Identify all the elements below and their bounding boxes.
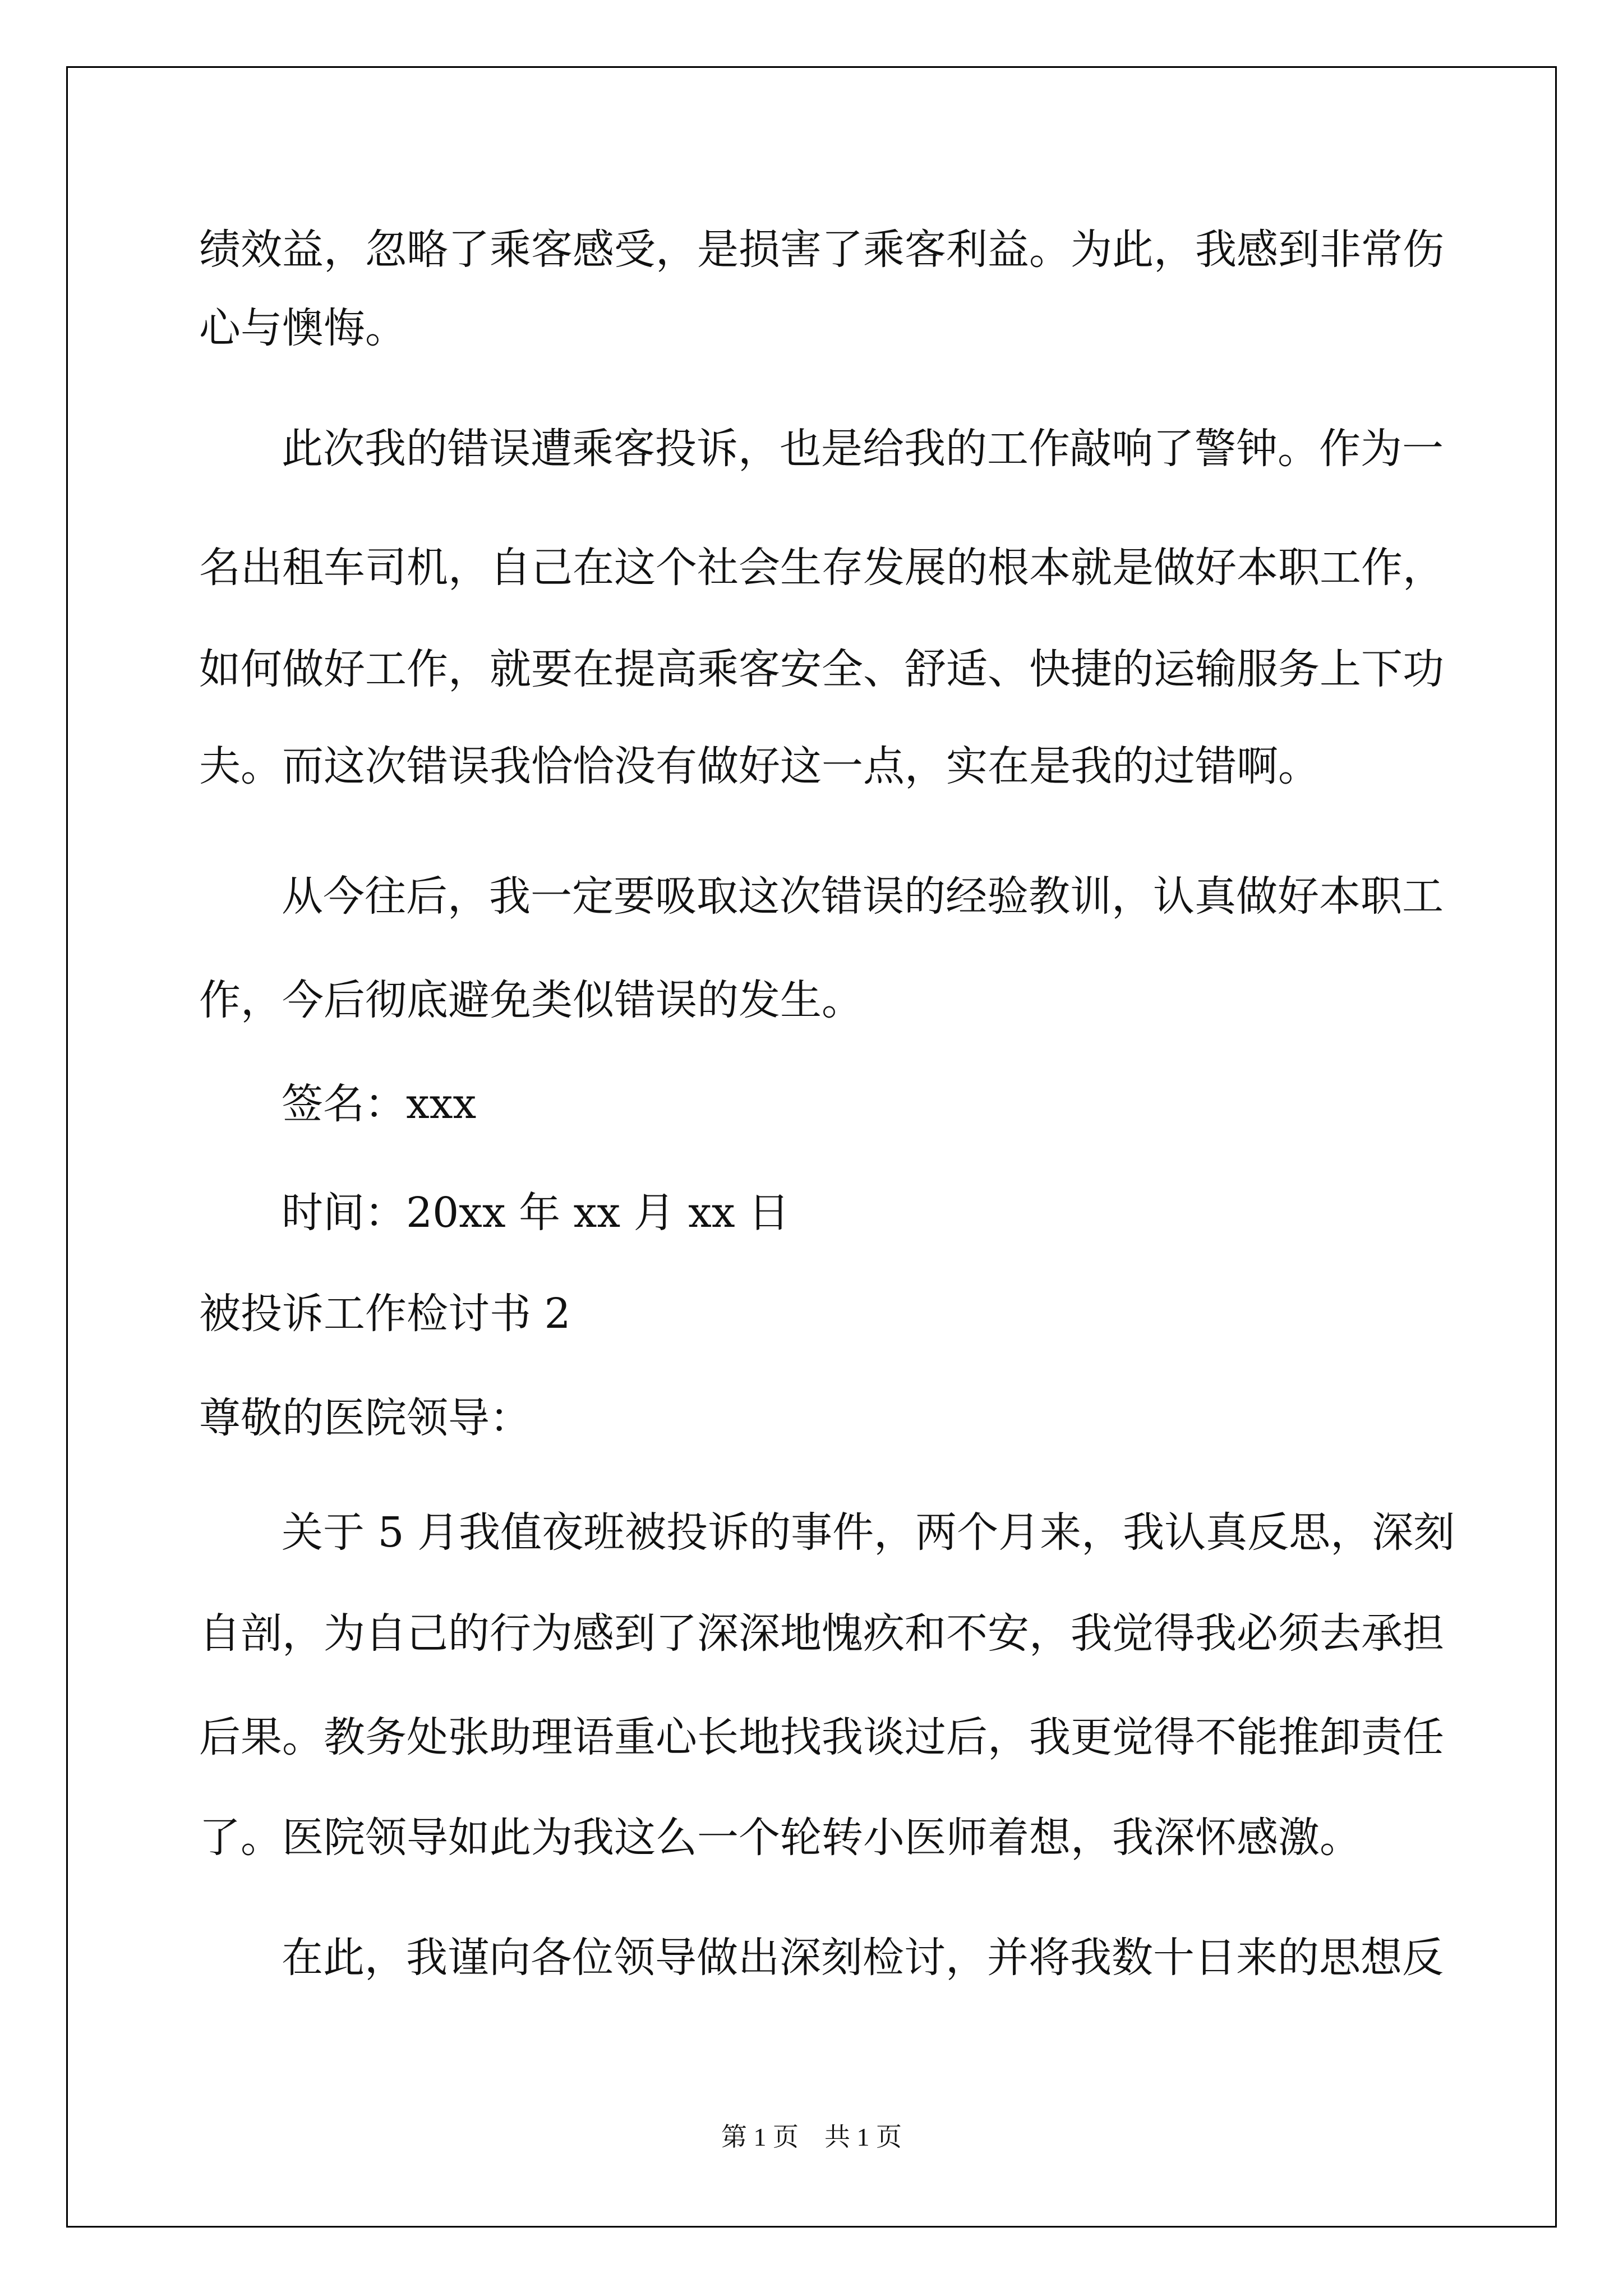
body-line-1: 绩效益，忽略了乘客感受，是损害了乘客利益。为此，我感到非常伤 bbox=[199, 226, 1444, 274]
signature-line: 签名：xxx bbox=[282, 1080, 477, 1128]
salutation: 尊敬的医院领导： bbox=[199, 1394, 531, 1442]
body-line-6: 夫。而这次错误我恰恰没有做好这一点，实在是我的过错啊。 bbox=[199, 742, 1320, 790]
body-line-7: 从今往后，我一定要吸取这次错误的经验教训，认真做好本职工 bbox=[282, 872, 1444, 921]
body-line-3: 此次我的错误遭乘客投诉，也是给我的工作敲响了警钟。作为一 bbox=[282, 425, 1444, 473]
body-line-14: 自剖，为自己的行为感到了深深地愧疚和不安，我觉得我必须去承担 bbox=[199, 1609, 1444, 1658]
body-line-16: 了。医院领导如此为我这么一个轮转小医师着想，我深怀感激。 bbox=[199, 1814, 1361, 1862]
body-line-8: 作，今后彻底避免类似错误的发生。 bbox=[199, 976, 863, 1024]
body-line-15: 后果。教务处张助理语重心长地找我谈过后，我更觉得不能推卸责任 bbox=[199, 1713, 1444, 1761]
page-number-footer: 第 1 页 共 1 页 bbox=[721, 2123, 902, 2151]
section-heading: 被投诉工作检讨书 2 bbox=[199, 1290, 571, 1338]
body-line-5: 如何做好工作，就要在提高乘客安全、舒适、快捷的运输服务上下功 bbox=[199, 645, 1444, 693]
body-line-2: 心与懊悔。 bbox=[199, 304, 407, 352]
body-line-13: 关于 5 月我值夜班被投诉的事件，两个月来，我认真反思，深刻 bbox=[282, 1508, 1455, 1557]
date-line: 时间：20xx 年 xx 月 xx 日 bbox=[282, 1189, 790, 1237]
body-line-17: 在此，我谨向各位领导做出深刻检讨，并将我数十日来的思想反 bbox=[282, 1934, 1444, 1982]
body-line-4: 名出租车司机，自己在这个社会生存发展的根本就是做好本职工作， bbox=[199, 544, 1444, 592]
page-border bbox=[66, 66, 1557, 2228]
